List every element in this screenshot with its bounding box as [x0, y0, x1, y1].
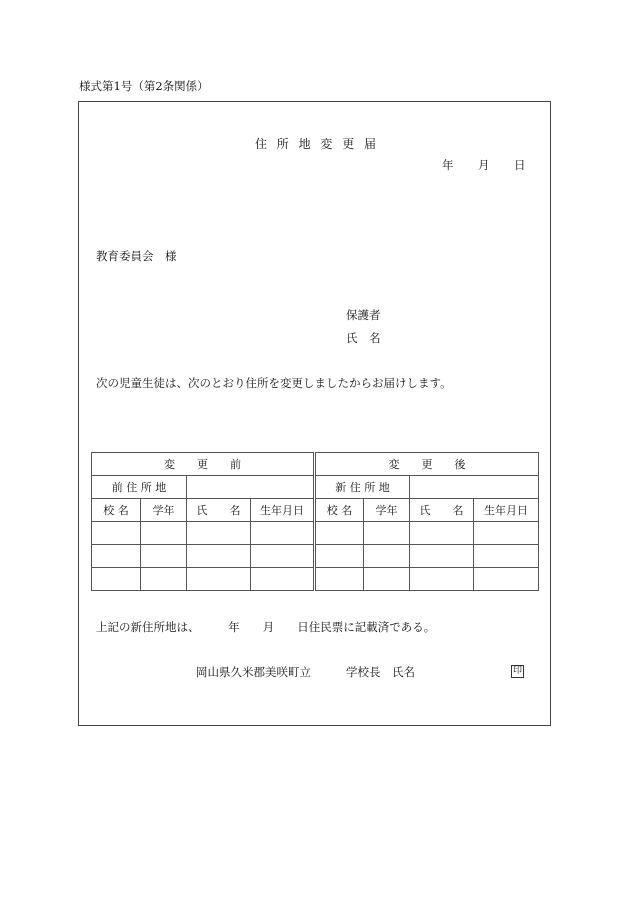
before-address-label: 前 住 所 地 — [92, 476, 187, 499]
school-line — [196, 667, 415, 679]
table-cell[interactable] — [187, 545, 251, 568]
recipient: 教育委員会 様 — [96, 249, 177, 263]
school-prefix: 岡山県久米郡美咲町立 — [196, 665, 311, 679]
after-col-grade: 学年 — [364, 499, 410, 522]
form-number: 様式第1号（第2条関係） — [79, 79, 209, 93]
table-cell[interactable] — [141, 522, 187, 545]
form-title: 住 所 地 変 更 届 — [254, 137, 377, 151]
date-month: 月 — [478, 158, 490, 172]
before-col-grade: 学年 — [141, 499, 187, 522]
table-cell[interactable] — [187, 522, 251, 545]
before-col-school: 校 名 — [92, 499, 141, 522]
table-cell[interactable] — [364, 522, 410, 545]
before-col-name: 氏 名 — [187, 499, 251, 522]
table-cell[interactable] — [410, 522, 474, 545]
date-day: 日 — [514, 158, 526, 172]
table-cell[interactable] — [315, 545, 364, 568]
after-col-school: 校 名 — [315, 499, 364, 522]
principal-label: 学校長 氏名 — [346, 665, 415, 679]
table-cell[interactable] — [474, 545, 539, 568]
after-header: 変 更 後 — [315, 453, 539, 476]
guardian-label: 保護者 — [346, 308, 381, 322]
date-year: 年 — [442, 158, 454, 172]
table-row — [92, 545, 539, 568]
address-row — [92, 476, 539, 499]
table-cell[interactable] — [474, 522, 539, 545]
table-cell[interactable] — [410, 568, 474, 591]
table-cell[interactable] — [410, 545, 474, 568]
seal-mark: 印 — [512, 666, 522, 676]
after-col-birthdate: 生年月日 — [474, 499, 539, 522]
after-address-label: 新 住 所 地 — [315, 476, 410, 499]
table-cell[interactable] — [92, 522, 141, 545]
table-cell[interactable] — [251, 522, 315, 545]
table-cell[interactable] — [141, 568, 187, 591]
after-address-cell[interactable] — [410, 476, 539, 499]
after-col-name: 氏 名 — [410, 499, 474, 522]
table-cell[interactable] — [92, 568, 141, 591]
table-cell[interactable] — [251, 568, 315, 591]
guardian-name-label: 氏 名 — [346, 331, 381, 345]
table-cell[interactable] — [364, 568, 410, 591]
change-table — [91, 452, 539, 591]
table-row — [92, 568, 539, 591]
table-cell[interactable] — [251, 545, 315, 568]
header-row — [92, 453, 539, 476]
table-row — [92, 522, 539, 545]
before-header: 変 更 前 — [92, 453, 315, 476]
table-cell[interactable] — [315, 568, 364, 591]
table-cell[interactable] — [315, 522, 364, 545]
footer-statement: 上記の新住所地は、 年 月 日住民票に記載済である。 — [96, 620, 436, 634]
table-cell[interactable] — [474, 568, 539, 591]
before-address-cell[interactable] — [187, 476, 315, 499]
table-cell[interactable] — [187, 568, 251, 591]
table-cell[interactable] — [92, 545, 141, 568]
statement: 次の児童生徒は、次のとおり住所を変更しましたからお届けします。 — [96, 376, 452, 390]
before-col-birthdate: 生年月日 — [251, 499, 315, 522]
table-cell[interactable] — [364, 545, 410, 568]
form-frame — [78, 101, 551, 726]
table-cell[interactable] — [141, 545, 187, 568]
column-header-row — [92, 499, 539, 522]
